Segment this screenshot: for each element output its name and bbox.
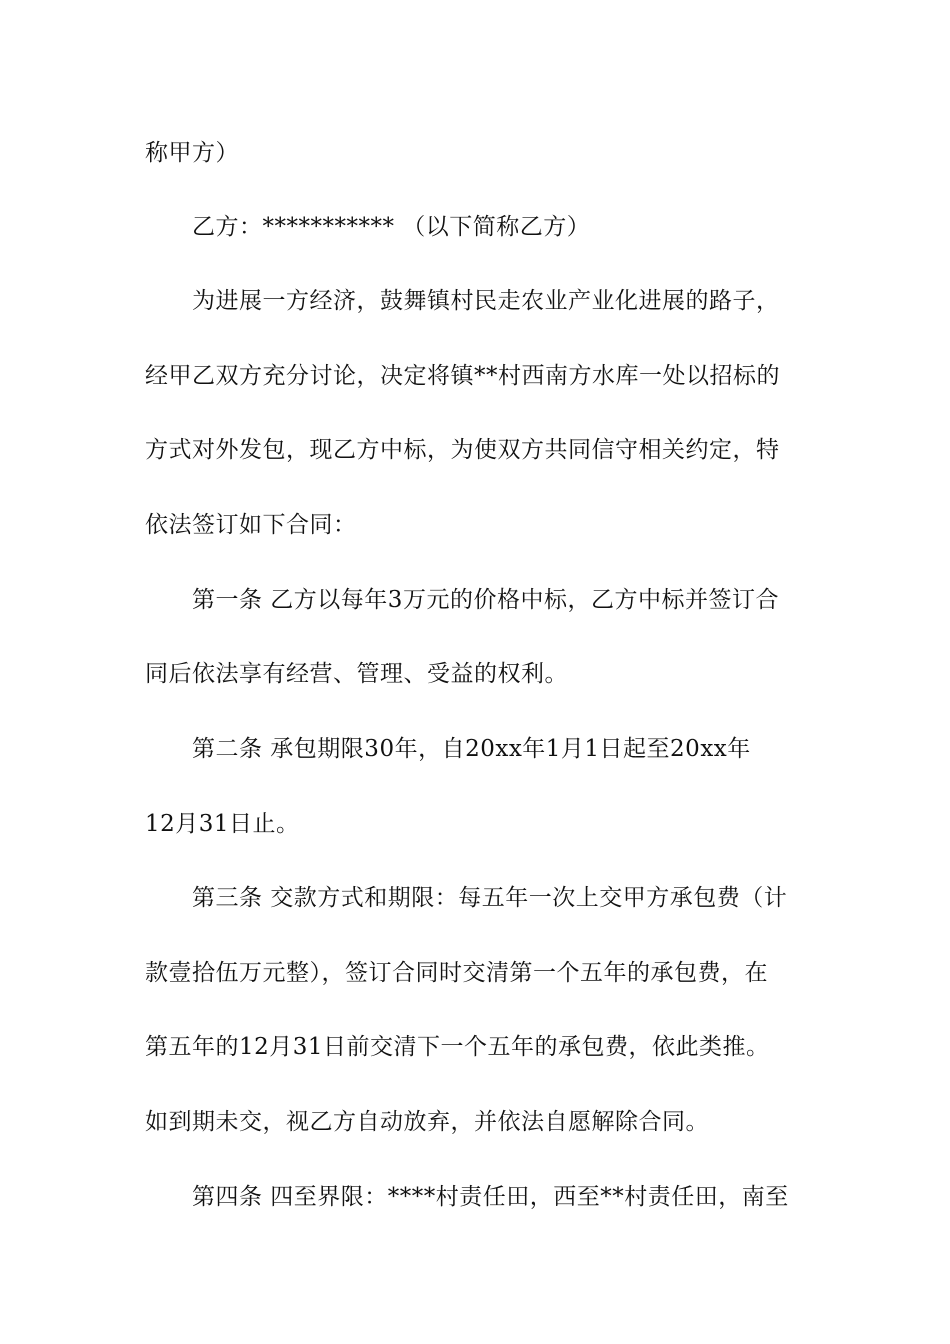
- text-line: 方式对外发包，现乙方中标，为使双方共同信守相关约定，特: [145, 437, 780, 463]
- text-line: 第五年的12月31日前交清下一个五年的承包费，依此类推。: [145, 1034, 770, 1060]
- text-line: 依法签订如下合同：: [145, 512, 357, 538]
- text-line: 乙方：*********** （以下简称乙方）: [192, 214, 591, 240]
- text-line: 第二条 承包期限30年，自20xx年1月1日起至20xx年: [192, 736, 751, 762]
- text-line: 12月31日止。: [145, 811, 300, 837]
- text-line: 第四条 四至界限：****村责任田，西至**村责任田，南至: [192, 1184, 789, 1210]
- text-line: 如到期未交，视乙方自动放弃，并依法自愿解除合同。: [145, 1109, 709, 1135]
- text-line: 第三条 交款方式和期限：每五年一次上交甲方承包费（计: [192, 885, 788, 911]
- text-line: 第一条 乙方以每年3万元的价格中标，乙方中标并签订合: [192, 587, 779, 613]
- text-line: 称甲方）: [145, 140, 239, 166]
- text-line: 同后依法享有经营、管理、受益的权利。: [145, 661, 568, 687]
- text-line: 款壹拾伍万元整），签订合同时交清第一个五年的承包费，在: [145, 960, 768, 986]
- text-line: 经甲乙双方充分讨论，决定将镇**村西南方水库一处以招标的: [145, 363, 780, 389]
- text-line: 为进展一方经济，鼓舞镇村民走农业产业化进展的路子，: [192, 288, 780, 314]
